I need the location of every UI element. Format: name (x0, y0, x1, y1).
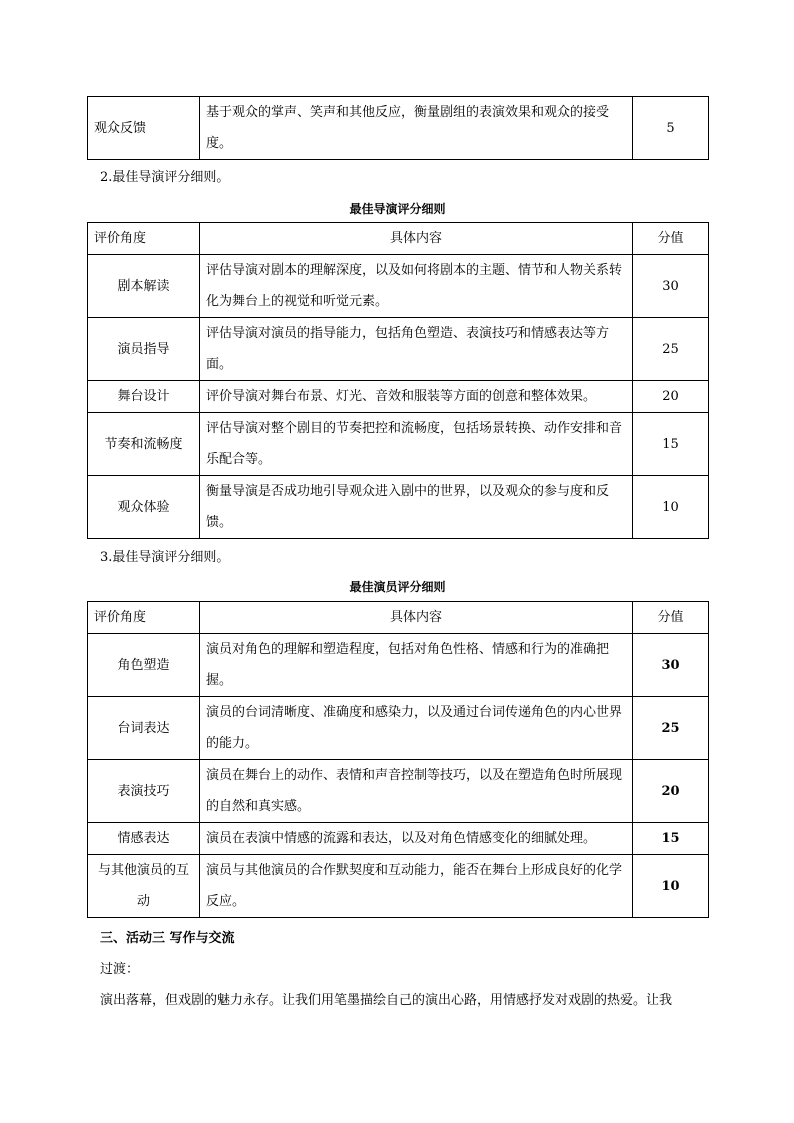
table-row (88, 255, 709, 318)
transition-label: 过渡： (100, 962, 140, 977)
table-row (88, 760, 709, 823)
actor-table (87, 601, 709, 918)
actor-content: 演员的台词清晰度、准确度和感染力，以及通过台词传递角色的内心世界的能力。 (200, 697, 633, 760)
feedback-content: 基于观众的掌声、笑声和其他反应，衡量剧组的表演效果和观众的接受度。 (200, 97, 633, 160)
director-score: 10 (633, 476, 709, 539)
actor-angle: 台词表达 (88, 697, 200, 760)
table-row (88, 855, 709, 918)
feedback-score: 5 (633, 97, 709, 160)
header-content: 具体内容 (200, 223, 633, 255)
director-content: 衡量导演是否成功地引导观众进入剧中的世界，以及观众的参与度和反馈。 (200, 476, 633, 539)
director-score: 20 (633, 381, 709, 413)
director-content: 评价导演对舞台布景、灯光、音效和服装等方面的创意和整体效果。 (200, 381, 633, 413)
director-score: 15 (633, 413, 709, 476)
actor-content: 演员对角色的理解和塑造程度，包括对角色性格、情感和行为的准确把握。 (200, 634, 633, 697)
table-header-row (88, 223, 709, 255)
actor-content: 演员在表演中情感的流露和表达，以及对角色情感变化的细腻处理。 (200, 823, 633, 855)
director-content: 评估导演对剧本的理解深度，以及如何将剧本的主题、情节和人物关系转化为舞台上的视觉和听觉元素。 (200, 255, 633, 318)
actor-score: 10 (633, 855, 709, 918)
actor-score: 30 (633, 634, 709, 697)
header-score: 分值 (633, 602, 709, 634)
transition-text: 演出落幕，但戏剧的魅力永存。让我们用笔墨描绘自己的演出心路，用情感抒发对戏剧的热爱。让我 (100, 993, 673, 1008)
header-angle: 评价角度 (88, 602, 200, 634)
actor-table-caption: 最佳演员评分细则 (349, 580, 446, 594)
actor-score: 15 (633, 823, 709, 855)
feedback-table (87, 96, 709, 160)
table-row (88, 381, 709, 413)
table-row (88, 413, 709, 476)
table-row (88, 97, 709, 160)
table-row (88, 697, 709, 760)
director-angle: 剧本解读 (88, 255, 200, 318)
director-table-caption: 最佳导演评分细则 (349, 202, 446, 216)
director-score: 25 (633, 318, 709, 381)
director-content: 评估导演对整个剧目的节奏把控和流畅度，包括场景转换、动作安排和音乐配合等。 (200, 413, 633, 476)
table-row (88, 476, 709, 539)
actor-angle: 角色塑造 (88, 634, 200, 697)
actor-content: 演员在舞台上的动作、表情和声音控制等技巧，以及在塑造角色时所展现的自然和真实感。 (200, 760, 633, 823)
actor-score: 20 (633, 760, 709, 823)
director-score: 30 (633, 255, 709, 318)
table-header-row (88, 602, 709, 634)
header-angle: 评价角度 (88, 223, 200, 255)
table-row (88, 823, 709, 855)
table-row (88, 634, 709, 697)
director-angle: 演员指导 (88, 318, 200, 381)
actor-score: 25 (633, 697, 709, 760)
director-angle: 舞台设计 (88, 381, 200, 413)
table-row (88, 318, 709, 381)
actor-angle: 情感表达 (88, 823, 200, 855)
director-content: 评估导演对演员的指导能力，包括角色塑造、表演技巧和情感表达等方面。 (200, 318, 633, 381)
actor-content: 演员与其他演员的合作默契度和互动能力，能否在舞台上形成良好的化学反应。 (200, 855, 633, 918)
feedback-angle: 观众反馈 (88, 97, 200, 160)
director-angle: 观众体验 (88, 476, 200, 539)
activity-heading: 三、活动三 写作与交流 (100, 931, 235, 946)
actor-angle: 与其他演员的互动 (88, 855, 200, 918)
section2-intro: 2.最佳导演评分细则。 (100, 170, 230, 185)
director-table (87, 222, 709, 539)
section3-intro: 3.最佳导演评分细则。 (100, 550, 230, 565)
header-content: 具体内容 (200, 602, 633, 634)
actor-angle: 表演技巧 (88, 760, 200, 823)
director-angle: 节奏和流畅度 (88, 413, 200, 476)
header-score: 分值 (633, 223, 709, 255)
